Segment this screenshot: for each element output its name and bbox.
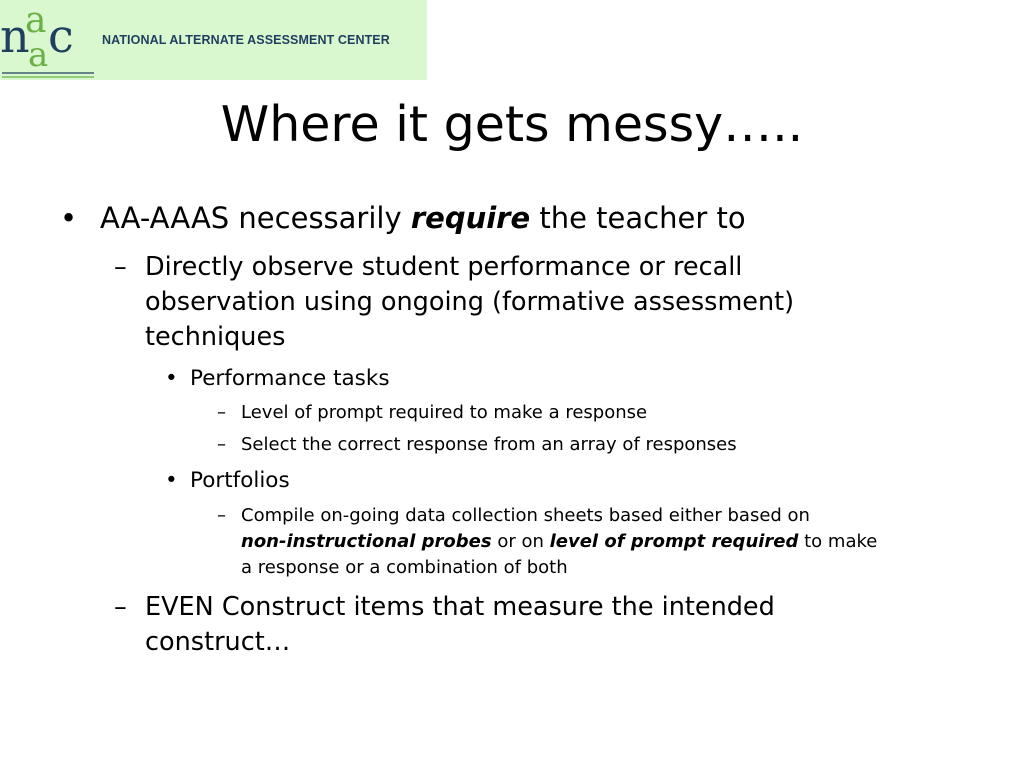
naac-logo-icon <box>0 0 98 80</box>
item-portfolios: Portfolios <box>190 468 290 493</box>
item-compile-line3: a response or a combination of both <box>241 557 568 578</box>
emphasis-level-of-prompt-required: level of prompt required <box>549 531 799 552</box>
subbullet-construct-line1: EVEN Construct items that measure the intended <box>145 592 775 622</box>
svg-text:n: n <box>0 9 30 63</box>
text-to-make: to make <box>798 531 878 552</box>
svg-text:a: a <box>28 35 49 75</box>
subbullet-construct-line2: construct… <box>145 627 291 657</box>
dash-marker: – <box>217 402 226 423</box>
bullet-aa-aaas <box>100 200 746 236</box>
dash-marker: – <box>114 592 127 622</box>
bullet-marker: • <box>165 468 178 493</box>
svg-text:c: c <box>48 9 74 63</box>
bullet-emphasis-require: require <box>410 201 531 235</box>
dash-marker: – <box>217 434 226 455</box>
slide-title: Where it gets messy….. <box>220 96 804 153</box>
bullet-text-start: AA-AAAS necessarily <box>100 201 411 235</box>
item-compile-line1: Compile on-going data collection sheets based either based on <box>241 505 810 526</box>
item-level-of-prompt: Level of prompt required to make a response <box>241 402 648 423</box>
subbullet-observe-line3: techniques <box>145 322 286 352</box>
subbullet-observe-line1: Directly observe student performance or recall <box>145 252 743 282</box>
subbullet-observe-line2: observation using ongoing (formative assessment) <box>145 287 795 317</box>
organization-name: NATIONAL ALTERNATE ASSESSMENT CENTER <box>102 33 390 47</box>
item-compile-line2 <box>241 529 877 555</box>
dash-marker: – <box>217 505 226 526</box>
dash-marker: – <box>114 252 127 282</box>
svg-text:a: a <box>25 0 47 41</box>
item-select-correct-response: Select the correct response from an array of responses <box>241 434 737 455</box>
bullet-text-end: the teacher to <box>530 201 746 235</box>
bullet-marker: • <box>60 201 78 235</box>
logo-banner <box>0 0 427 80</box>
emphasis-non-instructional-probes: non-instructional probes <box>241 531 492 552</box>
text-or-on: or on <box>491 531 550 552</box>
item-performance-tasks: Performance tasks <box>190 366 390 391</box>
bullet-marker: • <box>165 366 178 391</box>
